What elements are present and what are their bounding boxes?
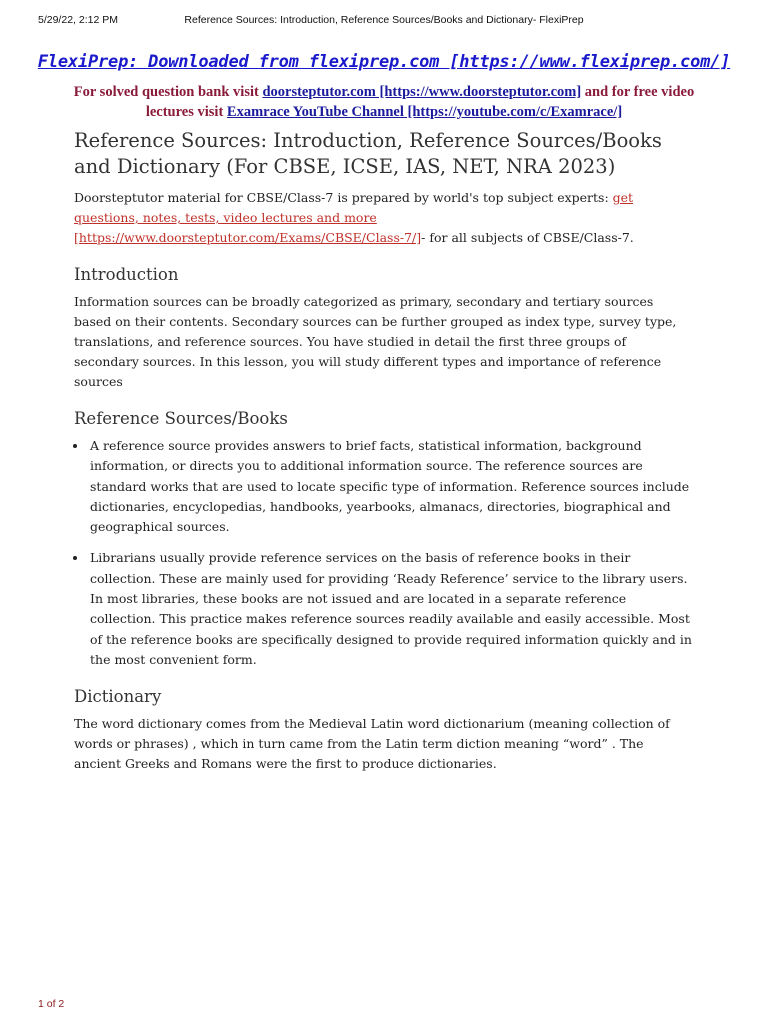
list-item: • A reference source provides answers to brief facts, statistical information, background information, or directs you to additional information source. The reference sources are standard works that are used to locate specific type of information. Reference sources include dictionaries, encyclopedias, handbooks, yearbooks, almanacs, directories, biographical and geographical sources. xyxy=(88,436,694,537)
banner-headline[interactable]: FlexiPrep: Downloaded from flexiprep.com [https://www.flexiprep.com/] xyxy=(37,52,731,72)
intro-prefix: Doorsteptutor material for CBSE/Class-7 is prepared by world's top subject experts: xyxy=(74,190,613,205)
print-header xyxy=(38,14,730,28)
banner-sub-middle: and for free video lectures visit xyxy=(145,84,695,120)
section-heading-introduction: Introduction xyxy=(74,265,179,284)
intro-paragraph xyxy=(74,188,694,248)
reference-sources-list xyxy=(74,436,694,670)
list-item: • Librarians usually provide reference services on the basis of reference books in their collection. These are mainly used for providing ‘Ready Reference’ service to the library users. In most libraries, these books are not issued and are located in a separate reference collection. This practice makes reference sources readily available and easily accessible. Most of the reference books are specifically designed to provide required information quickly and in the most convenient form. xyxy=(88,548,694,670)
flexiprep-banner xyxy=(0,52,768,122)
print-page-title: Reference Sources: Introduction, Reference Sources/Books and Dictionary- FlexiPrep xyxy=(184,14,584,26)
section-heading-reference-sources: Reference Sources/Books xyxy=(74,409,288,428)
document-content xyxy=(74,128,694,774)
dictionary-paragraph: The word dictionary comes from the Medieval Latin word dictionarium (meaning collection of words or phrases) , which in turn came from the Latin term diction meaning “word” . The ancient Greeks and Romans were the first to produce dictionaries. xyxy=(74,716,670,772)
intro-suffix: - for all subjects of CBSE/Class-7. xyxy=(421,230,634,245)
examrace-youtube-link[interactable]: Examrace YouTube Channel [https://youtube.com/c/Examrace/] xyxy=(226,104,623,120)
section-heading-dictionary: Dictionary xyxy=(74,687,162,707)
banner-sub-prefix: For solved question bank visit xyxy=(73,84,263,100)
page-indicator: 1 of 2 xyxy=(38,998,65,1010)
page-title: Reference Sources: Introduction, Reference Sources/Books and Dictionary (For CBSE, ICSE, IAS, NET, NRA 2023) xyxy=(74,129,662,178)
banner-subline xyxy=(64,82,704,122)
doorsteptutor-link[interactable]: doorsteptutor.com [https://www.doorsteptutor.com] xyxy=(262,84,582,100)
doorsteptutor-class7-link[interactable]: get questions, notes, tests, video lectures and more [https://www.doorsteptutor.com/Exams/CBSE/Class-7/] xyxy=(74,190,634,245)
print-datetime: 5/29/22, 2:12 PM xyxy=(38,14,118,26)
introduction-paragraph: Information sources can be broadly categorized as primary, secondary and tertiary sources based on their contents. Secondary sources can be further grouped as index type, survey type, translations, and reference sources. You have studied in detail the first three groups of secondary sources. In this lesson, you will study different types and importance of reference sources xyxy=(74,294,677,389)
